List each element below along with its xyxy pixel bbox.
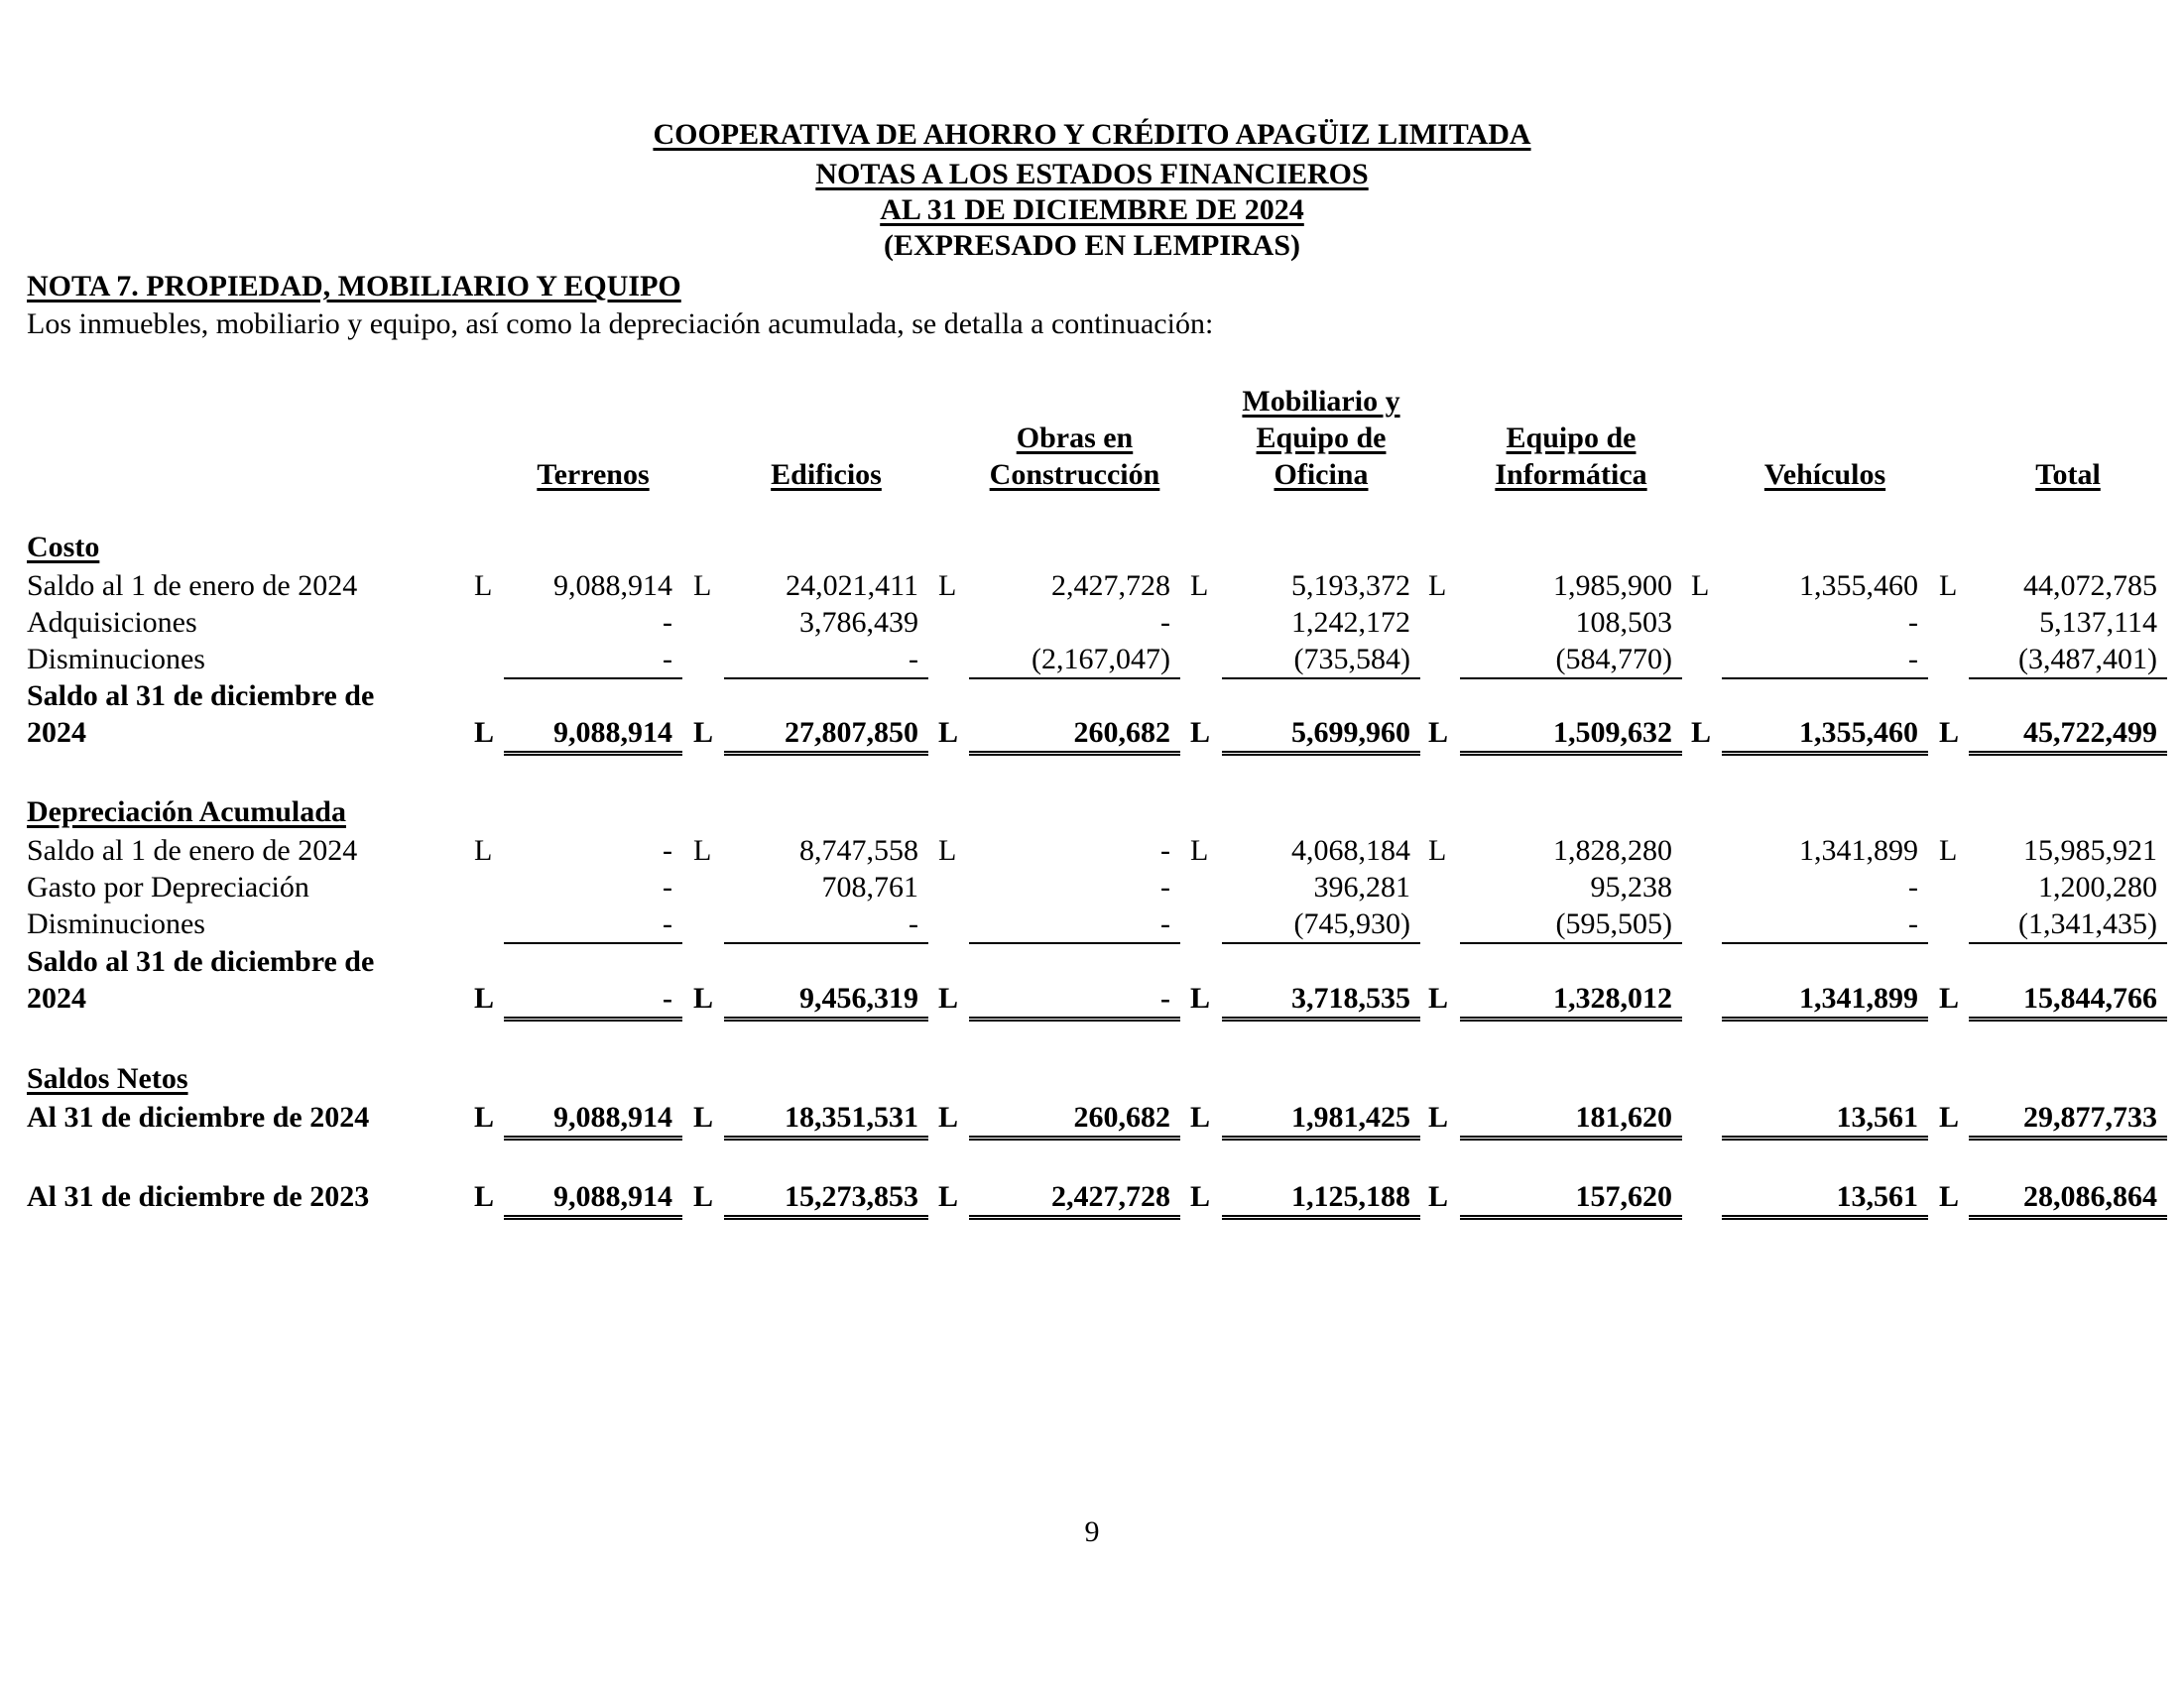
currency-symbol: L (1691, 569, 1710, 602)
row-label: Saldo al 1 de enero de 2024 (27, 834, 358, 867)
currency-symbol: L (938, 569, 957, 602)
table-cell: 8,747,558 (799, 834, 918, 867)
table-cell: 1,985,900 (1553, 569, 1672, 602)
column-header (484, 374, 702, 493)
table-cell: - (1160, 606, 1170, 639)
table-cell: 3,786,439 (799, 606, 918, 639)
currency-symbol: L (1939, 716, 1960, 749)
table-cell: 9,088,914 (504, 1178, 682, 1220)
table-cell: 15,985,921 (2023, 834, 2157, 867)
table-cell: 157,620 (1460, 1178, 1682, 1220)
currency-symbol: L (1428, 716, 1449, 749)
table-cell: 29,877,733 (1969, 1099, 2167, 1141)
currency-symbol: L (938, 716, 959, 749)
table-cell: 3,718,535 (1222, 980, 1420, 1022)
currency-symbol: L (1939, 1101, 1960, 1134)
currency-symbol: L (1428, 569, 1447, 602)
table-cell: 1,341,899 (1799, 834, 1918, 867)
table-cell: 9,088,914 (504, 1099, 682, 1141)
row-label: 2024 (27, 716, 86, 749)
table-cell: 708,761 (821, 871, 918, 904)
table-cell: 1,828,280 (1553, 834, 1672, 867)
table-cell: (745,930) (1222, 905, 1420, 944)
table-cell: - (724, 905, 928, 944)
table-cell: - (969, 905, 1180, 944)
currency-symbol: L (1691, 716, 1712, 749)
note-title: NOTA 7. PROPIEDAD, MOBILIARIO Y EQUIPO (27, 270, 681, 302)
table-cell: - (504, 641, 682, 679)
table-cell: 1,509,632 (1460, 714, 1682, 756)
table-cell: - (724, 641, 928, 679)
table-cell: 13,561 (1722, 1178, 1928, 1220)
table-cell: 15,273,853 (724, 1178, 928, 1220)
table-cell: (2,167,047) (969, 641, 1180, 679)
table-cell: - (1722, 905, 1928, 944)
row-label: Saldo al 1 de enero de 2024 (27, 569, 358, 602)
section-title-netos: Saldos Netos (27, 1062, 188, 1095)
column-header-line: Vehículos (1763, 458, 1886, 491)
currency-symbol: L (1190, 834, 1209, 867)
column-header-line: Terrenos (537, 458, 650, 491)
currency-symbol: L (474, 569, 493, 602)
table-cell: - (969, 980, 1180, 1022)
company-name: COOPERATIVA DE AHORRO Y CRÉDITO APAGÜIZ LIMITADA (653, 118, 1531, 151)
table-cell: 9,088,914 (504, 714, 682, 756)
row-label: Al 31 de diciembre de 2023 (27, 1180, 370, 1213)
column-header (1202, 374, 1440, 493)
currency-symbol: L (938, 834, 957, 867)
table-cell: 1,981,425 (1222, 1099, 1420, 1141)
table-cell: - (1160, 834, 1170, 867)
currency-symbol: L (1939, 1180, 1960, 1213)
currency-symbol: L (693, 569, 712, 602)
currency-symbol: L (1190, 1101, 1211, 1134)
table-cell: 1,355,460 (1799, 569, 1918, 602)
table-cell: - (1722, 641, 1928, 679)
table-cell: (3,487,401) (1969, 641, 2167, 679)
currency-symbol: L (1939, 982, 1960, 1015)
column-header (1949, 374, 2184, 493)
table-cell: 15,844,766 (1969, 980, 2167, 1022)
table-cell: 13,561 (1722, 1099, 1928, 1141)
column-header-line: Oficina (1274, 458, 1369, 491)
table-cell: 18,351,531 (724, 1099, 928, 1141)
currency-symbol: L (693, 982, 714, 1015)
document-title: NOTAS A LOS ESTADOS FINANCIEROS (815, 158, 1369, 190)
currency-symbol: L (474, 716, 495, 749)
table-cell: 1,355,460 (1722, 714, 1928, 756)
page-number: 9 (1084, 1515, 1100, 1548)
currency-symbol: L (1190, 1180, 1211, 1213)
table-cell: (595,505) (1460, 905, 1682, 944)
column-header-line: Total (2035, 458, 2101, 491)
column-header-line: Obras en (1016, 422, 1134, 454)
column-header (1440, 374, 1702, 493)
row-label: Saldo al 31 de diciembre de (27, 679, 375, 712)
currency-symbol: L (693, 1180, 714, 1213)
currency-symbol: L (1190, 982, 1211, 1015)
statement-date: AL 31 DE DICIEMBRE DE 2024 (880, 193, 1304, 226)
column-header (704, 374, 948, 493)
currency-symbol: L (938, 1101, 959, 1134)
column-header-line: Construcción (989, 458, 1160, 491)
currency-symbol: L (693, 1101, 714, 1134)
currency-symbol: L (1939, 569, 1958, 602)
table-cell: 44,072,785 (2023, 569, 2157, 602)
row-label: Disminuciones (27, 643, 205, 675)
table-cell: 1,200,280 (2038, 871, 2157, 904)
table-cell: 260,682 (969, 1099, 1180, 1141)
table-cell: (584,770) (1460, 641, 1682, 679)
table-cell: 108,503 (1575, 606, 1672, 639)
currency-symbol: L (1428, 982, 1449, 1015)
table-cell: 396,281 (1313, 871, 1410, 904)
table-cell: 5,699,960 (1222, 714, 1420, 756)
currency-symbol: L (1190, 716, 1211, 749)
currency-symbol: L (474, 1180, 495, 1213)
table-cell: 9,088,914 (553, 569, 672, 602)
note-intro: Los inmuebles, mobiliario y equipo, así como la depreciación acumulada, se detalla a continuación: (27, 307, 1214, 340)
currency-symbol: L (693, 834, 712, 867)
table-cell: - (663, 871, 672, 904)
table-cell: 45,722,499 (1969, 714, 2167, 756)
table-cell: 1,242,172 (1291, 606, 1410, 639)
row-label: Saldo al 31 de diciembre de (27, 945, 375, 978)
currency-note: (EXPRESADO EN LEMPIRAS) (883, 229, 1301, 262)
column-header-line: Informática (1495, 458, 1647, 491)
table-cell: 95,238 (1590, 871, 1672, 904)
currency-symbol: L (1190, 569, 1209, 602)
table-cell: 260,682 (969, 714, 1180, 756)
column-header-line: Equipo de (1506, 422, 1637, 454)
table-cell: 4,068,184 (1291, 834, 1410, 867)
table-cell: 9,456,319 (724, 980, 928, 1022)
table-cell: 2,427,728 (969, 1178, 1180, 1220)
currency-symbol: L (1939, 834, 1958, 867)
table-cell: 5,193,372 (1291, 569, 1410, 602)
currency-symbol: L (474, 834, 493, 867)
column-header (1702, 374, 1948, 493)
section-title-costo: Costo (27, 531, 100, 563)
table-cell: 1,125,188 (1222, 1178, 1420, 1220)
currency-symbol: L (474, 982, 495, 1015)
table-cell: 2,427,728 (1051, 569, 1170, 602)
currency-symbol: L (1428, 1180, 1449, 1213)
currency-symbol: L (938, 1180, 959, 1213)
column-header-line: Equipo de (1256, 422, 1387, 454)
table-cell: 1,328,012 (1460, 980, 1682, 1022)
row-label: Disminuciones (27, 907, 205, 940)
table-cell: 5,137,114 (2039, 606, 2157, 639)
row-label: Gasto por Depreciación (27, 871, 309, 904)
currency-symbol: L (1428, 1101, 1449, 1134)
table-cell: 181,620 (1460, 1099, 1682, 1141)
table-cell: 28,086,864 (1969, 1178, 2167, 1220)
table-cell: - (504, 905, 682, 944)
table-cell: - (504, 980, 682, 1022)
column-header-line: Edificios (771, 458, 882, 491)
table-cell: 1,341,899 (1722, 980, 1928, 1022)
table-cell: - (663, 606, 672, 639)
currency-symbol: L (938, 982, 959, 1015)
section-title-depreciacion: Depreciación Acumulada (27, 795, 346, 828)
row-label: Al 31 de diciembre de 2024 (27, 1101, 370, 1134)
table-cell: - (663, 834, 672, 867)
table-cell: 24,021,411 (786, 569, 918, 602)
table-cell: (735,584) (1222, 641, 1420, 679)
currency-symbol: L (693, 716, 714, 749)
table-cell: (1,341,435) (1969, 905, 2167, 944)
column-header-line: Mobiliario y (1242, 385, 1400, 418)
currency-symbol: L (474, 1101, 495, 1134)
table-cell: - (1160, 871, 1170, 904)
row-label: Adquisiciones (27, 606, 197, 639)
table-cell: 27,807,850 (724, 714, 928, 756)
table-cell: - (1908, 871, 1918, 904)
currency-symbol: L (1428, 834, 1447, 867)
row-label: 2024 (27, 982, 86, 1015)
table-cell: - (1908, 606, 1918, 639)
column-header (949, 374, 1200, 493)
